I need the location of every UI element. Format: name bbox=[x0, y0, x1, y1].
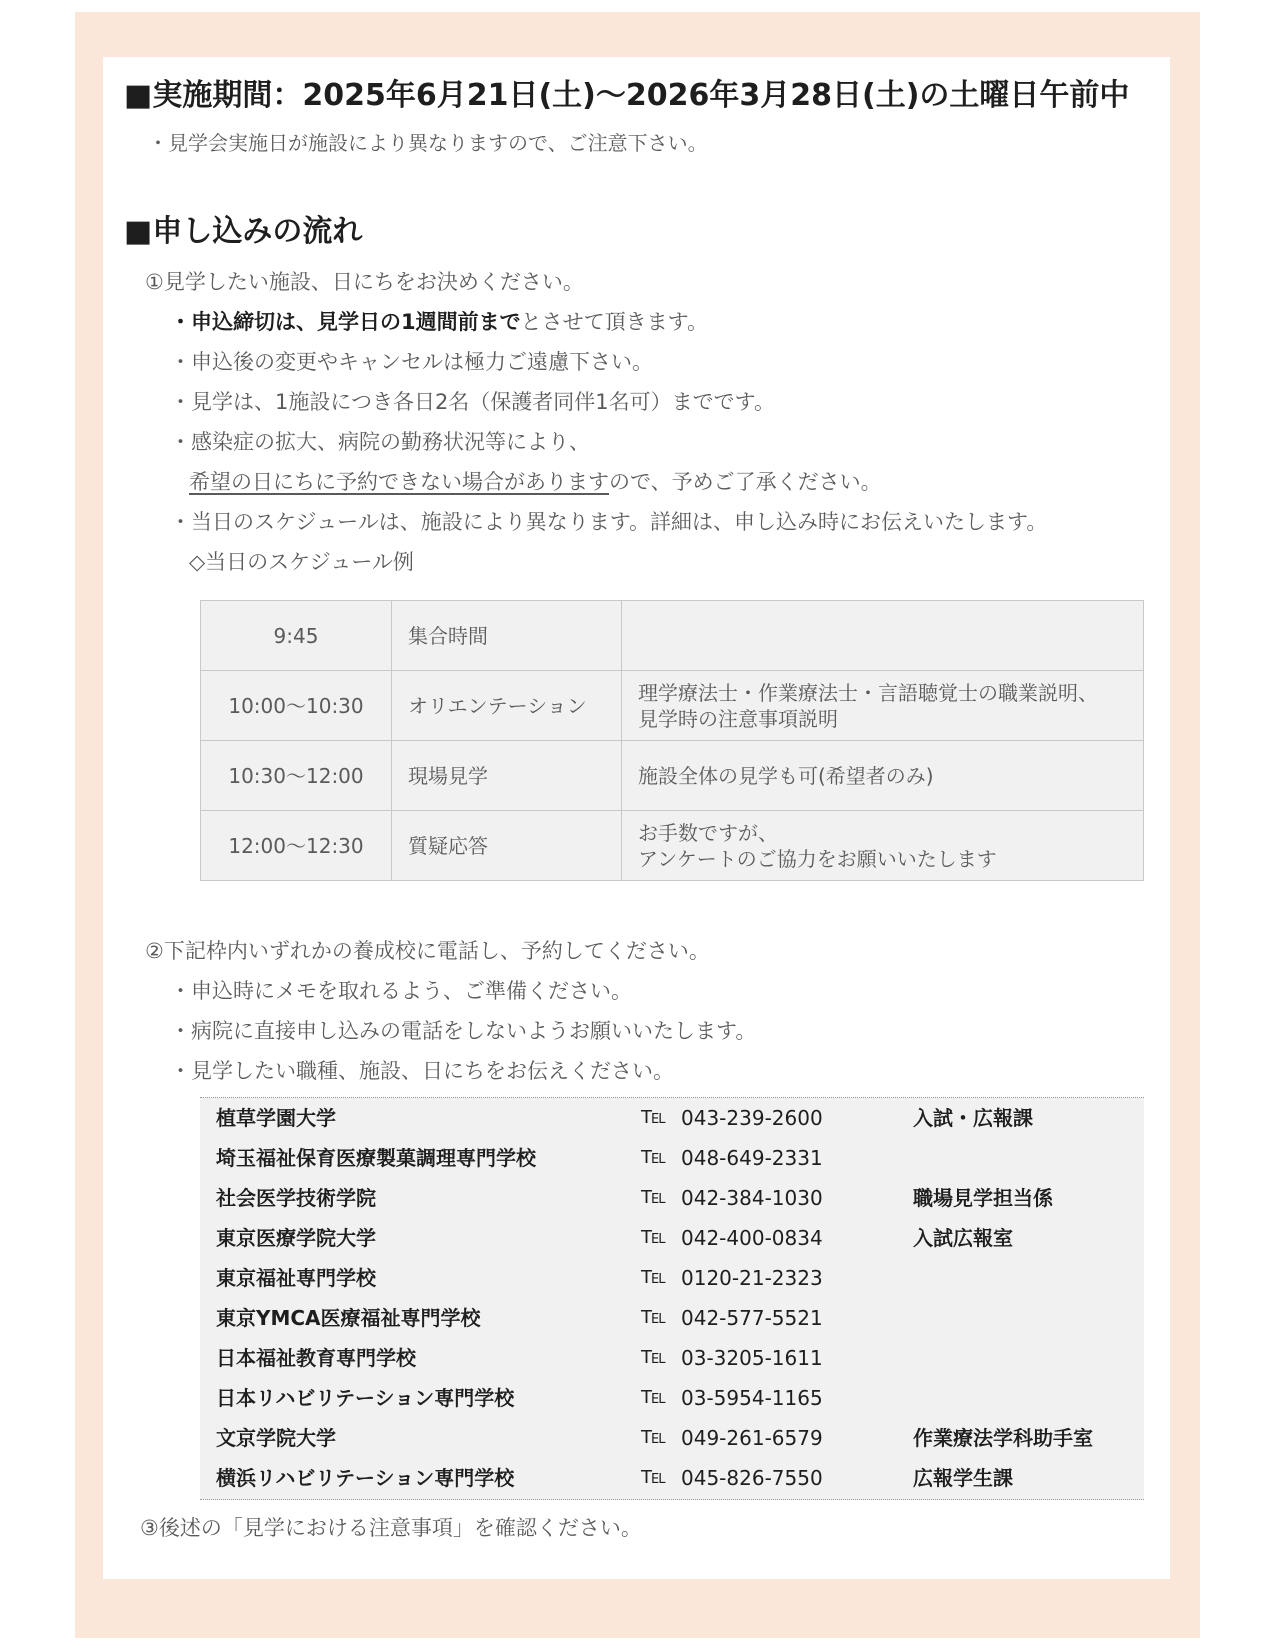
phone-number: 049-261-6579 bbox=[681, 1426, 823, 1450]
tel-label: TEL bbox=[641, 1187, 665, 1208]
schedule-label: ◇当日のスケジュール例 bbox=[189, 550, 414, 574]
deadline-rest: とさせて頂きます。 bbox=[520, 310, 708, 334]
tel-label: TEL bbox=[641, 1227, 665, 1248]
school-name: 日本福祉教育専門学校 bbox=[216, 1346, 416, 1370]
period-heading: ■実施期間：2025年6月21日(土)〜2026年3月28日(土)の土曜日午前中 bbox=[124, 78, 1130, 113]
tel-label: TEL bbox=[641, 1347, 665, 1368]
reservation-warning-rest: ので、予めご了承ください。 bbox=[609, 470, 882, 494]
school-name: 東京福祉専門学校 bbox=[216, 1266, 376, 1290]
phone-number: 043-239-2600 bbox=[681, 1106, 823, 1130]
schedule-activity: 現場見学 bbox=[392, 741, 622, 811]
schedule-activity: 質疑応答 bbox=[392, 811, 622, 881]
schedule-time: 10:30〜12:00 bbox=[201, 741, 392, 811]
phone-number: 045-826-7550 bbox=[681, 1466, 823, 1490]
list-item bbox=[200, 1458, 1144, 1498]
step1-bullet-infection-cont bbox=[189, 467, 882, 497]
step2-bullet-tell: ・見学したい職種、施設、日にちをお伝えください。 bbox=[170, 1059, 674, 1083]
step1-bullet-deadline bbox=[170, 307, 708, 337]
school-name: 横浜リハビリテーション専門学校 bbox=[216, 1466, 515, 1490]
schedule-activity: 集合時間 bbox=[392, 601, 622, 671]
step1-title: ①見学したい施設、日にちをお決めください。 bbox=[145, 270, 584, 294]
list-item bbox=[200, 1258, 1144, 1298]
list-item bbox=[200, 1378, 1144, 1418]
schedule-time: 9:45 bbox=[201, 601, 392, 671]
school-name: 日本リハビリテーション専門学校 bbox=[216, 1386, 515, 1410]
reservation-warning: 希望の日にちに予約できない場合があります bbox=[189, 470, 609, 494]
tel-label: TEL bbox=[641, 1387, 665, 1408]
schedule-detail: 施設全体の見学も可(希望者のみ) bbox=[622, 741, 1144, 811]
table-row bbox=[201, 811, 1144, 881]
list-item bbox=[200, 1418, 1144, 1458]
phone-number: 03-5954-1165 bbox=[681, 1386, 823, 1410]
school-name: 東京医療学院大学 bbox=[216, 1226, 376, 1250]
schedule-time: 10:00〜10:30 bbox=[201, 671, 392, 741]
step2-title: ②下記枠内いずれかの養成校に電話し、予約してください。 bbox=[145, 939, 710, 963]
step2-bullet-no-direct: ・病院に直接申し込みの電話をしないようお願いいたします。 bbox=[170, 1019, 757, 1043]
school-name: 東京YMCA医療福祉専門学校 bbox=[216, 1306, 481, 1330]
tel-label: TEL bbox=[641, 1427, 665, 1448]
phone-number: 042-384-1030 bbox=[681, 1186, 823, 1210]
phone-number: 0120-21-2323 bbox=[681, 1266, 823, 1290]
schedule-time: 12:00〜12:30 bbox=[201, 811, 392, 881]
step1-bullet-schedule: ・当日のスケジュールは、施設により異なります。詳細は、申し込み時にお伝えいたします。 bbox=[170, 510, 1048, 534]
department: 職場見学担当係 bbox=[913, 1186, 1053, 1210]
list-item bbox=[200, 1298, 1144, 1338]
phone-number: 042-400-0834 bbox=[681, 1226, 823, 1250]
phone-number: 03-3205-1611 bbox=[681, 1346, 823, 1370]
school-name: 文京学院大学 bbox=[216, 1426, 336, 1450]
list-item bbox=[200, 1178, 1144, 1218]
list-item bbox=[200, 1098, 1144, 1138]
table-row bbox=[201, 671, 1144, 741]
phone-number: 042-577-5521 bbox=[681, 1306, 823, 1330]
list-item bbox=[200, 1338, 1144, 1378]
department: 広報学生課 bbox=[913, 1466, 1013, 1490]
tel-label: TEL bbox=[641, 1267, 665, 1288]
phone-number: 048-649-2331 bbox=[681, 1146, 823, 1170]
step1-bullet-infection: ・感染症の拡大、病院の勤務状況等により、 bbox=[170, 430, 590, 454]
department: 入試・広報課 bbox=[913, 1106, 1033, 1130]
step1-bullet-changes: ・申込後の変更やキャンセルは極力ご遠慮下さい。 bbox=[170, 350, 653, 374]
table-row bbox=[201, 741, 1144, 811]
flow-heading: ■申し込みの流れ bbox=[124, 214, 363, 249]
list-item bbox=[200, 1138, 1144, 1178]
schedule-table bbox=[200, 600, 1144, 881]
deadline-emphasis: ・申込締切は、見学日の1週間前まで bbox=[170, 310, 521, 334]
table-row bbox=[201, 601, 1144, 671]
step1-bullet-capacity: ・見学は、1施設につき各日2名（保護者同伴1名可）までです。 bbox=[170, 390, 775, 414]
school-contact-list bbox=[200, 1097, 1144, 1500]
tel-label: TEL bbox=[641, 1107, 665, 1128]
schedule-detail bbox=[622, 601, 1144, 671]
school-name: 埼玉福祉保育医療製菓調理専門学校 bbox=[216, 1146, 536, 1170]
step3-title: ③後述の「見学における注意事項」を確認ください。 bbox=[140, 1516, 642, 1540]
department: 入試広報室 bbox=[913, 1226, 1013, 1250]
tel-label: TEL bbox=[641, 1307, 665, 1328]
school-name: 植草学園大学 bbox=[216, 1106, 336, 1130]
period-note: ・見学会実施日が施設により異なりますので、ご注意下さい。 bbox=[148, 131, 708, 155]
tel-label: TEL bbox=[641, 1467, 665, 1488]
school-name: 社会医学技術学院 bbox=[216, 1186, 376, 1210]
schedule-detail: 理学療法士・作業療法士・言語聴覚士の職業説明、 見学時の注意事項説明 bbox=[622, 671, 1144, 741]
schedule-detail: お手数ですが、 アンケートのご協力をお願いいたします bbox=[622, 811, 1144, 881]
step2-bullet-memo: ・申込時にメモを取れるよう、ご準備ください。 bbox=[170, 979, 632, 1003]
schedule-activity: オリエンテーション bbox=[392, 671, 622, 741]
list-item bbox=[200, 1218, 1144, 1258]
tel-label: TEL bbox=[641, 1147, 665, 1168]
department: 作業療法学科助手室 bbox=[913, 1426, 1093, 1450]
